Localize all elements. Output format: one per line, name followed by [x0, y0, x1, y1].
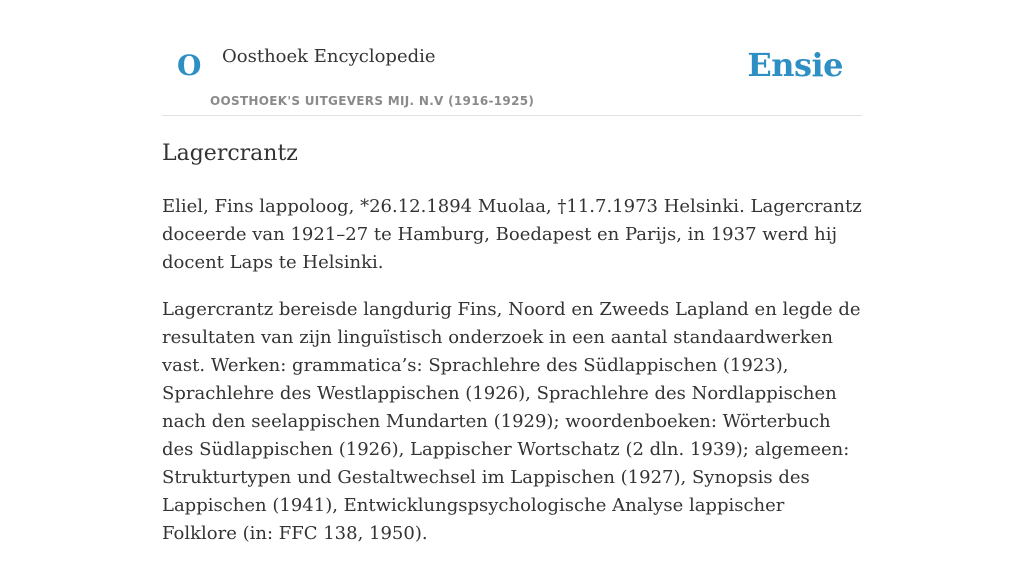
article-body	[162, 193, 862, 567]
article-title: Lagercrantz	[162, 141, 298, 166]
publication-title[interactable]: Oosthoek Encyclopedie	[222, 46, 436, 67]
logo-icon[interactable]: O	[177, 49, 202, 82]
ensie-logo[interactable]: Ensie	[747, 46, 843, 84]
site-header	[162, 0, 862, 116]
publication-subtitle: OOSTHOEK'S UITGEVERS MIJ. N.V (1916-1925)	[210, 94, 535, 108]
article-paragraph: Eliel, Fins lappoloog, *26.12.1894 Muolaa, †11.7.1973 Helsinki. Lagercrantz doceerde van 1921–27 te Hamburg, Boedapest en Parijs, in 1937 werd hij docent Laps te Helsinki.	[162, 196, 862, 273]
article-paragraph: Lagercrantz bereisde langdurig Fins, Noord en Zweeds Lapland en legde de resultaten van zijn linguïstisch onderzoek in een aantal standaardwerken vast. Werken: grammatica’s: Sprachlehre des Südlappischen (1923), Sprachlehre des Westlappischen (1926), Sprachlehre des Nordlappischen nach den seelappischen Mundarten (1929); woordenboeken: Wörterbuch des Südlappischen (1926), Lappischer Wortschatz (2 dln. 1939); algemeen: Strukturtypen und Gestaltwechsel im Lappischen (1927), Synopsis des Lappischen (1941), Entwicklungspsychologische Analyse lappischer Folklore (in: FFC 138, 1950).	[162, 299, 861, 544]
page-container	[162, 0, 862, 544]
